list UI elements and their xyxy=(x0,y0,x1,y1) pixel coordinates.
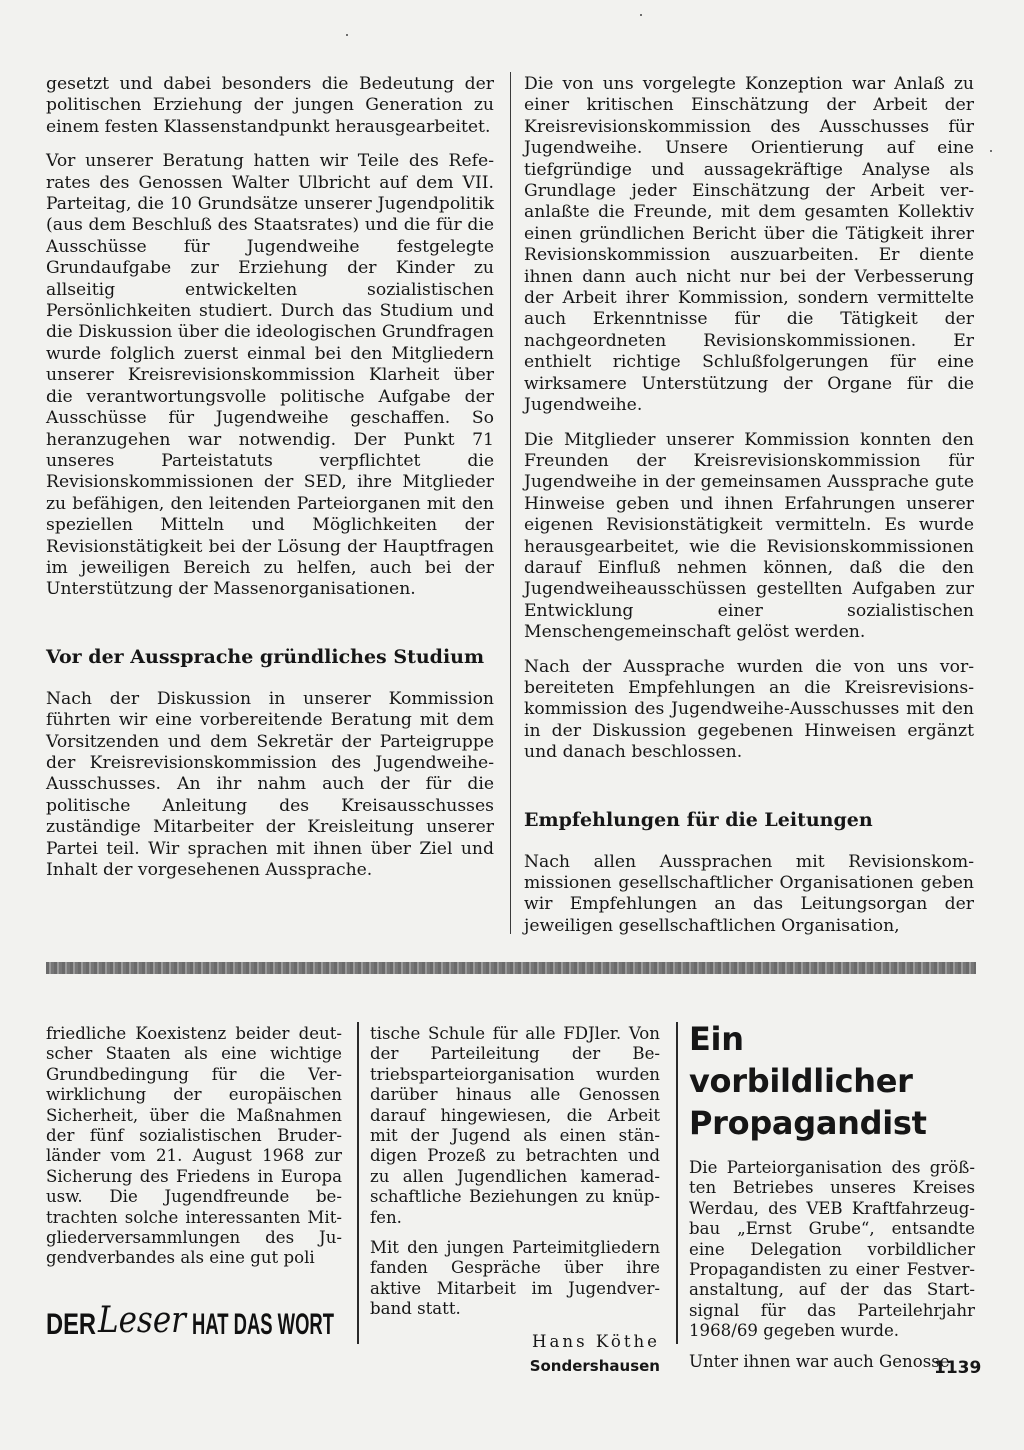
letters-column-3 xyxy=(689,1018,975,1372)
der-leser-hat-das-wort-logo xyxy=(46,1288,336,1350)
article-heading-propagandist: Ein vorbildlicher Propagandist xyxy=(689,1020,927,1142)
letters-column-1 xyxy=(46,1024,342,1269)
author-name: Hans Köthe xyxy=(532,1331,660,1351)
paragraph: Nach allen Aussprachen mit Revisionskommissionen gesellschaftlicher Organisationen geben wir Empfehlungen an das Leitungsorgan der jeweiligen gesellschaftlichen Organisation, xyxy=(524,851,974,936)
scan-speck xyxy=(990,150,992,152)
paragraph: Die Mitglieder unserer Kommission konnten den Freunden der Kreisrevisionskommission für Jugendweihe in der gemeinsamen Aussprache gute Hinweise geben und ihnen Erfahrungen unserer eigenen Revisionstätigkeit vermitteln. Es wurde herausgearbeitet, wie die Revisionskommissionen darauf Einfluß nehmen können, daß die den Jugendweiheausschüssen gestellten Aufgaben zur Entwicklung einer sozialistischen Menschengemeinschaft gelöst werden. xyxy=(524,429,974,643)
paragraph: Nach der Aussprache wurden die von uns vorbereiteten Empfehlungen an die Kreisrevisionskommission des Jugendweihe-Ausschusses mit den in der Diskussion gegebenen Hinweisen ergänzt und danach beschlossen. xyxy=(524,656,974,763)
section-heading-studium: Vor der Aussprache gründliches Studium xyxy=(46,645,485,668)
paragraph: tische Schule für alle FDJler. Von der Parteileitung der Betriebsparteiorganisation wurden darüber hinaus alle Genossen darauf hingewiesen, die Arbeit mit der Jugend als einen ständigen Prozeß zu betrachten und zu allen Jugendlichen kameradschaftliche Beziehungen zu knüpfen. xyxy=(370,1024,660,1227)
logo-text-der: DER xyxy=(46,1308,97,1341)
paragraph: Nach der Diskussion in unserer Kommission führten wir eine vorbereitende Beratung mit dem Vorsitzenden und dem Sekretär der Parteigruppe der Kreisrevisionskommission des Jugendweihe-Ausschusses. An ihr nahm auch der für die politische Anleitung des Kreisausschusses zuständige Mitarbeiter der Kreisleitung unserer Partei teil. Wir sprachen mit ihnen über Ziel und Inhalt der vorgesehenen Aussprache. xyxy=(46,688,494,880)
paragraph: gesetzt und dabei besonders die Bedeutung der politischen Erziehung der jungen Generation zu einem festen Klassenstandpunkt herausgearbeitet. xyxy=(46,74,494,137)
scan-speck xyxy=(640,14,642,16)
paragraph: Die von uns vorgelegte Konzeption war Anlaß zu einer kritischen Einschätzung der Arbeit der Kreisrevisionskommission des Ausschusses für Jugendweihe. Unsere Orientierung auf eine tiefgründige und aussagekräftige Analyse als Grundlage jeder Einschätzung der Arbeit veranlaßte die Freunde, mit dem gesamten Kollektiv einen gründlichen Bericht über die Tätigkeit ihrer Revisionskommission auszuarbeiten. Er diente ihnen dann auch nicht nur bei der Verbesserung der Arbeit ihrer Kommission, sondern vermittelte auch Erkenntnisse für die Tätigkeit der nachgeordneten Revisionskommissionen. Er enthielt richtige Schlußfolgerungen für eine wirksamere Unterstützung der Organe für die Jugendweihe. xyxy=(524,74,974,416)
article-column-right xyxy=(524,74,974,937)
logo-text-leser: Leser xyxy=(97,1300,188,1341)
article-column-left xyxy=(46,74,494,881)
letters-column-2 xyxy=(370,1024,660,1377)
paragraph: Vor unserer Beratung hatten wir Teile des Referates des Genossen Walter Ulbricht auf dem VII. Parteitag, die 10 Grundsätze unserer Jugendpolitik (aus dem Beschluß des Staatsrates) und die für die Ausschüsse für Jugendweihe festgelegte Grundaufgabe zur Erziehung der Kinder zu allseitig entwickelten sozialistischen Persönlichkeiten studiert. Durch das Studium und die Diskussion über die ideologischen Grundfragen wurde folglich zuerst einmal bei den Mitgliedern unserer Kreisrevisionskommission Klarheit über die verantwortungsvolle politische Aufgabe der Ausschüsse für Jugendweihe geschaffen. So heranzugehen war notwendig. Der Punkt 71 unseres Parteistatuts verpflichtet die Revisionskommissionen der SED, ihre Mitglieder zu befähigen, den leitenden Parteiorganen mit den speziellen Mitteln und Möglichkeiten der Revisionstätigkeit bei der Lösung der Hauptfragen im jeweiligen Bereich zu helfen, auch bei der Unterstützung der Massenorganisationen. xyxy=(46,151,494,600)
paragraph: friedliche Koexistenz beider deutscher Staaten als eine wichtige Grundbedingung für die Verwirklichung der europäischen Sicherheit, über die Maßnahmen der fünf sozialistischen Bruderländer vom 21. August 1968 zur Sicherung des Friedens in Europa usw. Die Jugendfreunde betrachten solche interessanten Mitgliederversammlungen des Jugendverbandes als eine gut poli xyxy=(46,1024,342,1268)
logo-text-hat-das-wort: HAT DAS WORT xyxy=(192,1308,334,1341)
paragraph: Unter ihnen war auch Genosse xyxy=(689,1351,950,1371)
page-number: 1139 xyxy=(934,1358,982,1378)
column-divider xyxy=(357,1022,359,1344)
paragraph: Die Parteiorganisation des größten Betriebes unseres Kreises Werdau, des VEB Kraftfahrzeugbau „Ernst Grube“, entsandte eine Delegation vorbildlicher Propagandisten zu einer Festveranstaltung, auf der das Startsignal für das Parteilehrjahr 1968/69 gegeben wurde. xyxy=(689,1158,975,1341)
paragraph: Mit den jungen Parteimitgliedern fanden Gespräche über ihre aktive Mitarbeit im Jugendverband statt. xyxy=(370,1238,660,1319)
section-heading-empfehlungen: Empfehlungen für die Leitungen xyxy=(524,808,873,831)
author-place: Sondershausen xyxy=(529,1357,660,1376)
scan-speck xyxy=(346,34,348,36)
column-divider xyxy=(676,1022,678,1344)
column-divider xyxy=(510,72,511,934)
section-separator-band xyxy=(46,962,976,974)
author-signature xyxy=(370,1332,660,1377)
